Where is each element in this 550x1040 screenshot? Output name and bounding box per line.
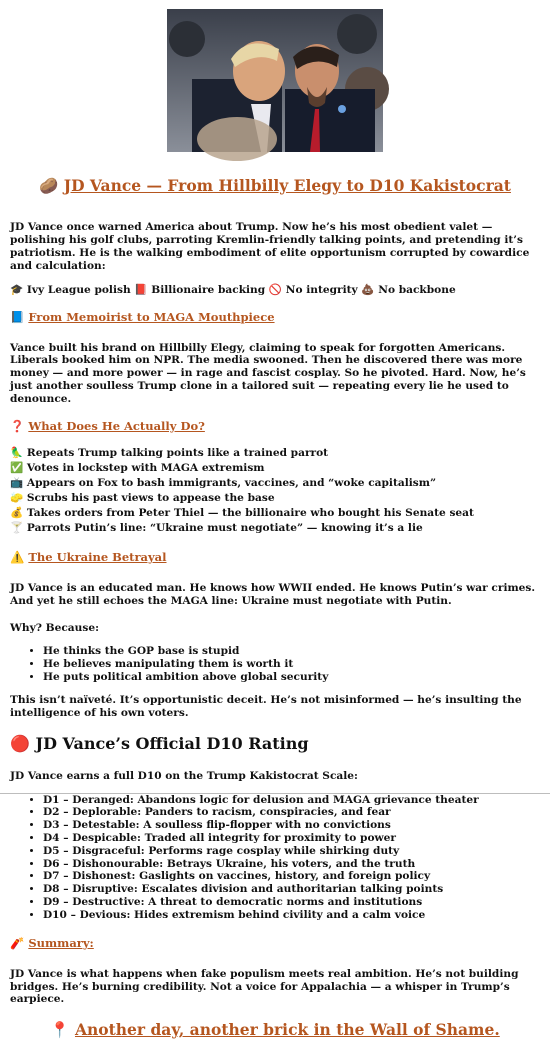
prohibited-icon: 🚫	[268, 283, 283, 296]
list-item: 💰 Takes orders from Peter Thiel — the billionaire who bought his Senate seat	[10, 507, 474, 520]
list-item: • D2 – Deplorable: Panders to racism, conspiracies, and fear	[43, 806, 540, 819]
section-link-ukraine[interactable]: The Ukraine Betrayal	[28, 550, 167, 565]
rating-list	[10, 794, 540, 922]
rating-intro: JD Vance earns a full D10 on the Trump Kakistocrat Scale:	[10, 769, 358, 782]
hero-photo	[167, 9, 383, 152]
intro-paragraph: JD Vance once warned America about Trump. Now he’s his most obedient valet — polishing his golf clubs, parroting Kremlin-friendly talking points, and pretending it’s patriotism. He is the walking embodiment of elite opportunism corrupted by cowardice and calculation:	[10, 220, 530, 272]
section-heading-actually-do	[10, 419, 540, 433]
tagline: 🎓 Ivy League polish 📕 Billionaire backing 🚫 No integrity 💩 No backbone	[10, 283, 456, 296]
section-link-actually-do[interactable]: What Does He Actually Do?	[28, 419, 205, 434]
list-item: ✅ Votes in lockstep with MAGA extremism	[10, 462, 265, 475]
cocktail-icon: 🍸	[10, 522, 24, 535]
list-item: • D8 – Disruptive: Escalates division and authoritarian talking points	[43, 883, 540, 896]
section-heading-summary	[10, 936, 540, 950]
list-item: • D6 – Dishonourable: Betrays Ukraine, his voters, and the truth	[43, 858, 540, 871]
graduation-cap-icon: 🎓	[10, 283, 24, 296]
warning-icon: ⚠️	[10, 550, 25, 565]
section-paragraph-memoirist: Vance built his brand on Hillbilly Elegy, claiming to speak for forgotten Americans. Liberals booked him on NPR. The media swooned. Then he discovered there was more money — and more power — in rage and fascist cosplay. So he pivoted. Hard. Now, he’s just another soulless Trump clone in a tailored suit — repeating every lie he used to denounce.	[10, 341, 526, 406]
summary-paragraph: JD Vance is what happens when fake populism meets real ambition. He’s not building bridges. He’s burning credibility. Not a voice for Appalachia — a whisper in Trump’s earpiece.	[10, 967, 519, 1006]
list-item: 📺 Appears on Fox to bash immigrants, vaccines, and “woke capitalism”	[10, 477, 437, 490]
red-circle-icon: 🔴	[10, 734, 30, 754]
television-icon: 📺	[10, 477, 24, 490]
list-item: • D10 – Devious: Hides extremism behind civility and a calm voice	[43, 909, 540, 922]
list-item: • D7 – Dishonest: Gaslights on vaccines, history, and foreign policy	[43, 870, 540, 883]
section-link-summary[interactable]: Summary:	[28, 935, 94, 950]
blue-book-icon: 📘	[10, 309, 25, 324]
check-mark-icon: ✅	[10, 462, 24, 475]
list-item: • He thinks the GOP base is stupid	[43, 645, 540, 658]
money-bag-icon: 💰	[10, 507, 24, 520]
why-line: Why? Because:	[10, 622, 99, 635]
reasons-list	[10, 645, 540, 683]
sponge-icon: 🧽	[10, 492, 24, 505]
conclusion-paragraph: This isn’t naïveté. It’s opportunistic deceit. He’s not misinformed — he’s insulting the intelligence of his own voters.	[10, 694, 522, 720]
list-item: • D9 – Destructive: A threat to democratic norms and institutions	[43, 896, 540, 909]
article-title-link[interactable]: JD Vance — From Hillbilly Elegy to D10 Kakistocrat	[63, 176, 511, 195]
potato-icon: 🥔	[39, 177, 59, 195]
section-link-memoirist[interactable]: From Memoirist to MAGA Mouthpiece	[28, 309, 275, 324]
list-item: • D1 – Deranged: Abandons logic for delusion and MAGA grievance theater	[43, 794, 540, 807]
section-heading-ukraine	[10, 550, 540, 564]
actions-list	[10, 447, 540, 537]
footer-link[interactable]: Another day, another brick in the Wall of Shame.	[74, 1020, 500, 1040]
list-item: • He puts political ambition above global security	[43, 671, 540, 684]
pile-icon: 💩	[361, 283, 375, 296]
parrot-icon: 🦜	[10, 447, 24, 460]
list-item: • D5 – Disgraceful: Performs rage cosplay while shirking duty	[43, 845, 540, 858]
list-item: 🍸 Parrots Putin’s line: “Ukraine must negotiate” — knowing it’s a lie	[10, 522, 423, 535]
footer-line	[10, 1021, 540, 1040]
question-mark-icon: ❓	[10, 419, 25, 434]
list-item: • He believes manipulating them is worth it	[43, 658, 540, 671]
article-page	[0, 9, 550, 1040]
firecracker-icon: 🧨	[10, 935, 25, 950]
section-heading-memoirist	[10, 310, 540, 324]
list-item: • D4 – Despicable: Traded all integrity for proximity to power	[43, 832, 540, 845]
article-title	[0, 177, 550, 196]
list-item: • D3 – Detestable: A soulless flip-flopper with no convictions	[43, 819, 540, 832]
list-item: 🧽 Scrubs his past views to appease the base	[10, 492, 275, 505]
list-item: 🦜 Repeats Trump talking points like a trained parrot	[10, 447, 329, 460]
pin-icon: 📍	[50, 1021, 70, 1040]
rating-heading: 🔴 JD Vance’s Official D10 Rating	[10, 734, 309, 754]
section-paragraph-ukraine: JD Vance is an educated man. He knows how WWII ended. He knows Putin’s war crimes. And yet he still echoes the MAGA line: Ukraine must negotiate with Putin.	[10, 582, 536, 608]
red-book-icon: 📕	[134, 283, 148, 296]
